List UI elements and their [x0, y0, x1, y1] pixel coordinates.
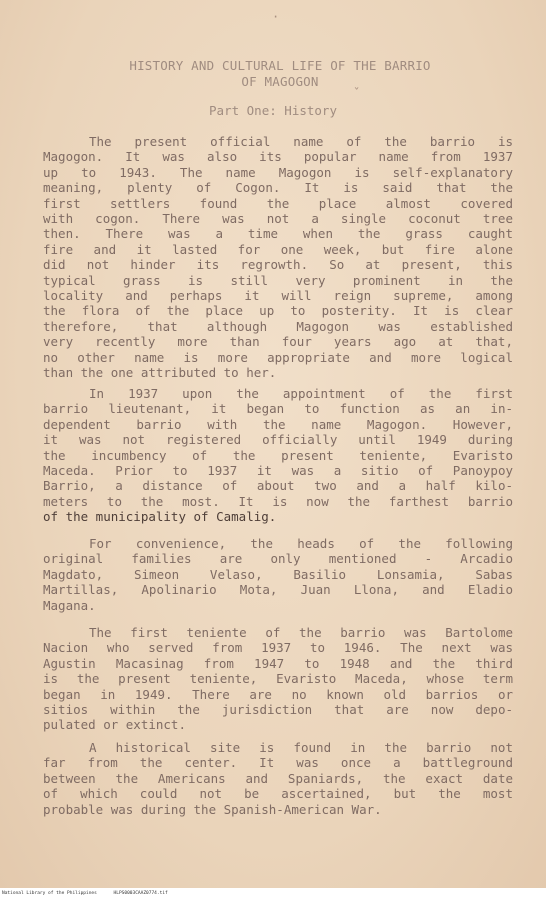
paragraph-line: then. There was a time when the grass caught: [43, 226, 513, 242]
paragraph-line: first settlers found the place almost covered: [43, 195, 513, 211]
paragraph-line: In 1937 upon the appointment of the first: [89, 386, 513, 401]
paragraph-line: fire and it lasted for one week, but fire alone: [43, 241, 513, 257]
paragraph-line: Martillas, Apolinario Mota, Juan Llona, and Eladio: [43, 582, 513, 598]
paragraph-line: began in 1949. There are no known old barrios or: [43, 686, 513, 702]
paragraph-line: probable was during the Spanish-American War.: [43, 801, 382, 817]
page-speck: ·: [272, 10, 280, 24]
paragraph-line: did not hinder its regrowth. So at present, this: [43, 257, 513, 273]
footer-file-id: HLPS0003CAAZ0774.tif: [113, 891, 168, 896]
paragraph-line: pulated or extinct.: [43, 717, 186, 733]
paragraph-line: For convenience, the heads of the following: [89, 536, 513, 551]
part-heading: Part One: History: [209, 103, 337, 118]
paragraph-line: of which could not be ascertained, but the most: [43, 786, 513, 802]
paragraph-5: [43, 740, 513, 817]
paragraph-line: the flora of the place up to posterity. It is clear: [43, 303, 513, 319]
paragraph-line: very recently more than four years ago at that,: [43, 334, 513, 350]
paragraph-line: of the municipality of Camalig.: [43, 509, 277, 525]
paragraph-line: Magana.: [43, 597, 96, 613]
paragraph-line: A historical site is found in the barrio not: [89, 740, 513, 755]
paragraph-line: up to 1943. The name Magogon is self-explanatory: [43, 164, 513, 180]
paragraph-line: the incumbency of the present teniente, Evaristo: [43, 447, 513, 463]
paragraph-line: Maceda. Prior to 1937 it was a sitio of Panoypoy: [43, 463, 513, 479]
paragraph-line: meaning, plenty of Cogon. It is said that the: [43, 180, 513, 196]
paragraph-line: Magogon. It was also its popular name from 1937: [43, 149, 513, 165]
paragraph-line: it was not registered officially until 1949 during: [43, 432, 513, 448]
paragraph-line: sitios within the jurisdiction that are now depo-: [43, 702, 513, 718]
paragraph-line: dependent barrio with the name Magogon. However,: [43, 416, 513, 432]
paragraph-line: than the one attributed to her.: [43, 365, 277, 381]
paragraph-line: The first teniente of the barrio was Bartolome: [89, 625, 513, 640]
page-speck: ˇ: [353, 86, 361, 100]
document-title-line-1: HISTORY AND CULTURAL LIFE OF THE BARRIO: [129, 58, 431, 73]
paragraph-line: is the present teniente, Evaristo Maceda, whose term: [43, 671, 513, 687]
paragraph-line: between the Americans and Spaniards, the exact date: [43, 770, 513, 786]
paragraph-3: [43, 536, 513, 613]
archive-footer: [0, 888, 546, 900]
paragraph-line: typical grass is still very prominent in the: [43, 272, 513, 288]
paragraph-line: Magdato, Simeon Velaso, Basilio Lonsamia, Sabas: [43, 566, 513, 582]
paragraph-line: original families are only mentioned - Arcadio: [43, 551, 513, 567]
paragraph-line: Agustin Macasinag from 1947 to 1948 and the third: [43, 655, 513, 671]
paragraph-1: [43, 134, 513, 381]
paragraph-line: with cogon. There was not a single coconut tree: [43, 211, 513, 227]
paragraph-2: [43, 386, 513, 525]
paragraph-line: Barrio, a distance of about two and a half kilo-: [43, 478, 513, 494]
paragraph-line: The present official name of the barrio is: [89, 134, 513, 149]
paragraph-line: Nacion who served from 1937 to 1946. The next was: [43, 640, 513, 656]
paragraph-line: barrio lieutenant, it began to function as an in-: [43, 401, 513, 417]
paragraph-4: [43, 625, 513, 733]
paragraph-line: locality and perhaps it will reign supreme, among: [43, 288, 513, 304]
paragraph-line: far from the center. It was once a battleground: [43, 755, 513, 771]
document-title-line-2: OF MAGOGON: [241, 74, 319, 89]
footer-library-name: National Library of the Philippines: [2, 891, 97, 896]
paragraph-line: meters to the most. It is now the farthest barrio: [43, 493, 513, 509]
paragraph-line: therefore, that although Magogon was established: [43, 318, 513, 334]
paragraph-line: no other name is more appropriate and more logical: [43, 349, 513, 365]
